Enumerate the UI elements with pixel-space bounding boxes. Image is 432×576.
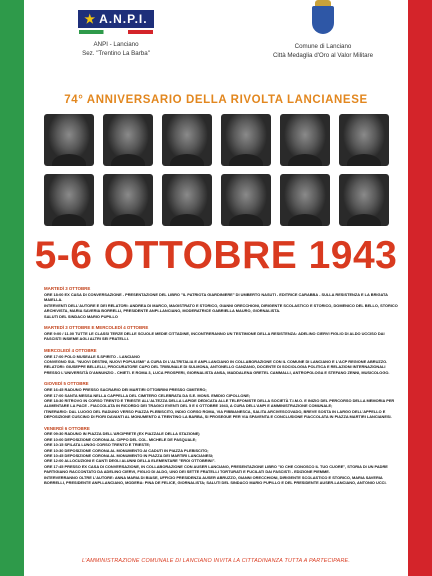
event-date-heading: 5-6 OTTOBRE 1943 (34, 234, 398, 277)
program-line: ORE 17:00 SANTA MESSA NELLA CAPPELLA DEL CIMITERO CELEBRATA DA S.E. MONS. EMIDIO CIPOLLONE; (44, 392, 251, 398)
program-line: ORE 10:00 DEPOSIZIONE CORONA AL CIPPO DEL COL. MICHELE DE PASQUALE; (44, 436, 197, 442)
program-day (44, 426, 398, 486)
portrait-photo (221, 114, 271, 166)
portrait-photo (280, 174, 330, 226)
anniversary-title: 74° ANNIVERSARIO DELLA RIVOLTA LANCIANESE (64, 94, 368, 106)
program-day-title: MARTEDÌ 3 OTTOBRE (44, 286, 91, 291)
program-line: ORE 10:15 SFILATA LUNGO CORSO TRENTO E TRIESTE; (44, 442, 151, 448)
portrait-photo (162, 114, 212, 166)
comune-block (258, 6, 388, 60)
program-line: ORE 17:00 POLO MUSEALE S.SPIRITO - LANCIANO (44, 353, 140, 359)
anpi-block (60, 10, 172, 58)
portrait-photo (162, 174, 212, 226)
anpi-logo (78, 10, 153, 28)
program-line: ORE 18:00 EX CASA DI CONVERSAZIONE - PRESENTAZIONE DEL LIBRO "IL PATRIOTA GIARDINIERE" DI UMBERTO NASUTI - EDITRICE CARABBA - SULLA RESISTENZA E LA BRIGATA MAIELLA. (44, 291, 388, 303)
program-day (44, 348, 398, 376)
program-line: ORE 10:30 DEPOSIZIONE CORONA AL MONUMENTO AI CADUTI IN PIAZZA PLEBISCITO; (44, 447, 209, 453)
anpi-logo-text: A.N.P.I. (99, 12, 148, 26)
portrait-photo (339, 174, 389, 226)
program-day (44, 286, 398, 319)
program-line: CONVEGNO SUL "NUOVI DESTINI, NUOVI POPULISMI" A CURA DI L'ALTRITALIA E ANPI-LANCIANO IN COLLABORAZIONE CON IL COMUNE DI LANCIANO E L'ACP REGIONE ABRUZZO. (44, 358, 388, 364)
portrait-grid (42, 114, 390, 226)
program-day-title: MERCOLEDÌ 4 OTTOBRE (44, 347, 97, 353)
tricolor-bar (79, 30, 153, 34)
portrait-photo (103, 114, 153, 166)
program-line: ORE 9:00 / 11.00 TUTTE LE CLASSI TERZE DELLE SCUOLE MEDIE CITTADINE, INCONTRERANNO UN TESTIMONE DELLA RESISTENZA: ADELINO CIERVI FIGLIO DI ALDO UCCISO DAI FASCISTI INSIEME AGLI ALTRI SEI FRATELLI. (44, 330, 385, 342)
program-day-title: MARTEDÌ 3 OTTOBRE E MERCOLEDÌ 4 OTTOBRE (44, 324, 149, 330)
program-line: RELATORI: GIUSEPPE BELLELLI, PROCURATORE CAPO DEL TRIBUNALE DI SULMONA, ANTONELLO CANZANO, DOCENTE DI SOCIOLOGIA POLITICA E RELAZIONI INTERNAZIONALI PRESSO L'UNIVERSITÀ D'ANNUNZIO - CHIETI. E ROMA 3, LUCA PROSPERI, GIORNALISTA ANSA, MADDALENA GRETEL CAMMALLI, ANTROPOLOGA E STEFANO ZENNI, MUSICOLOGO. (44, 364, 390, 375)
flag-band-red (408, 0, 432, 576)
poster-content (28, 0, 404, 576)
portrait-photo (280, 114, 330, 166)
program-line: ORE 12:00 ALLOCUZIONI E CANTI DEGLI ALUNNI DELLA ELEMENTARE "EROI OTTOBRINI". (44, 458, 216, 464)
program-day-title: GIOVEDÌ 5 OTTOBRE (44, 381, 89, 387)
comune-line-1: Comune di Lanciano (294, 43, 352, 50)
program-line: ORE 10:45 DEPOSIZIONE CORONA AL MONUMENTO IN PIAZZA DEI MARTIRI LANCIANESI; (44, 453, 214, 459)
anpi-line-1: ANPI - Lanciano (93, 41, 139, 48)
portrait-photo (44, 114, 94, 166)
program-line: ORE 16:45 RADUNO PRESSO SACRARIO DEI MARTIRI OTTOBRINI PRESSO CIMITERO; (44, 387, 207, 393)
program-line: ORE 18:30 RITROVO IN CORSO TRENTO E TRIESTE ALL'ALTEZZA DELLA LAPIDE DEDICATA ALLE TELEFONISTE DELLA SOCIETÀ T.I.M.O. E INIZIO DEL PERCORSO DELLA MEMORIA PER ALIMENTARE LA PACE - FIACCOLATA IN RICORDO DEI TRAGICI EVENTI DEL 5 E 6 OTTOBRE 1943, A CURA DELL'ANPI E AMMINISTRAZIONE COMUNALE; (44, 397, 395, 409)
program-day (44, 325, 398, 342)
event-program (44, 286, 398, 486)
program-line: ORE 09:30 RADUNO IN PIAZZA DELL'ARCIPRETE (EX PIAZZALE DELLA STAZIONE) (44, 431, 200, 437)
footer-invitation: L'AMMINISTRAZIONE COMUNALE DI LANCIANO INVITA LA CITTADINANZA TUTTA A PARTECIPARE. (81, 558, 351, 564)
program-day-title: VENERDÌ 6 OTTOBRE (44, 425, 90, 431)
program-line: INTERVENTI DELL'AUTORE E DEI RELATORI: ANDREA DI MARCO, MAGISTRATO E STORICO, GIANNI ORECCHIONI, DIRIGENTE SCOLASTICO E STORICO, DOMENICO DEL BELLO, STORICO ARCHIVISTA, MARIA SAVERIA BORRELLI, PRESIDENTE ANPI-LANCIANO, MODERATRICE GABRIELLA MAURO, GIORNALISTA. (44, 302, 398, 314)
header (28, 0, 404, 92)
program-line: ITINERARIO: DAL LUOGO DEL RADUNO VERSO PIAZZA PLEBISCITO, INDIO CORSO ROMA, VIA FIBBIANESCA, SALITA ARCIVESCOVADO, BREVE SOSTA IN LARGO DELL'APPELLO E DEPOSIZIONE CUSCINO DI FIORI DAVANTI AL MONUMENTO A TRENTINO LA BARBA, SI PROSEGUE PER VIA SPAVENTA E CONCLUSIONE FIACCOLATA IN PIAZZA MARTIRI LANCIANESI. (44, 408, 392, 420)
portrait-photo (103, 174, 153, 226)
program-line: SALUTI DEL SINDACO MARIO PUPILLO (44, 313, 118, 319)
program-day (44, 381, 398, 419)
portrait-photo (221, 174, 271, 226)
program-line: ORE 17:45 PRESSO EX CASA DI CONVERSAZIONE, IN COLLABORAZIONE CON AUSER LANCIANO, PRESENTAZIONE LIBRO "IO CHE CONOSCO IL TUO CUORE", STORIA DI UN PADRE PARTIGIANO RACCONTATO DA ADELINO CIERVI, FIGLIO DI ALDO, UNO DEI SETTE FRATELLI TORTURATI E FUCILATI DAI FASCISTI - EDIZIONE PIEMME. (44, 463, 388, 475)
portrait-photo (339, 114, 389, 166)
comune-line-2: Città Medaglia d'Oro al Valor Militare (272, 52, 374, 59)
city-crest-icon (312, 6, 334, 34)
star-icon: ★ (84, 12, 97, 26)
flag-band-green (0, 0, 24, 576)
anpi-line-2: Sez. "Trentino La Barba" (82, 50, 150, 57)
program-line: INTERVERRANNO OLTRE L'AUTORE: ANNA MARIA DI BIASE, UFFICIO PRESIDENZA AUSER ABRUZZO, GIANNI ORECCHIONI, DIRIGENTE SCOLASTICO E STORICO, MARIA SAVERIA BORRELLI, PRESIDENTE ANPI-LANCIANO, MODERA: PINA DE FELICE, GIORNALISTA; SALUTI DEL SINDACO MARIO PUPILLO E DEL PRESIDENTE AUSER-LANCIANO, ANTONIO UCCI. (44, 474, 387, 486)
portrait-photo (44, 174, 94, 226)
